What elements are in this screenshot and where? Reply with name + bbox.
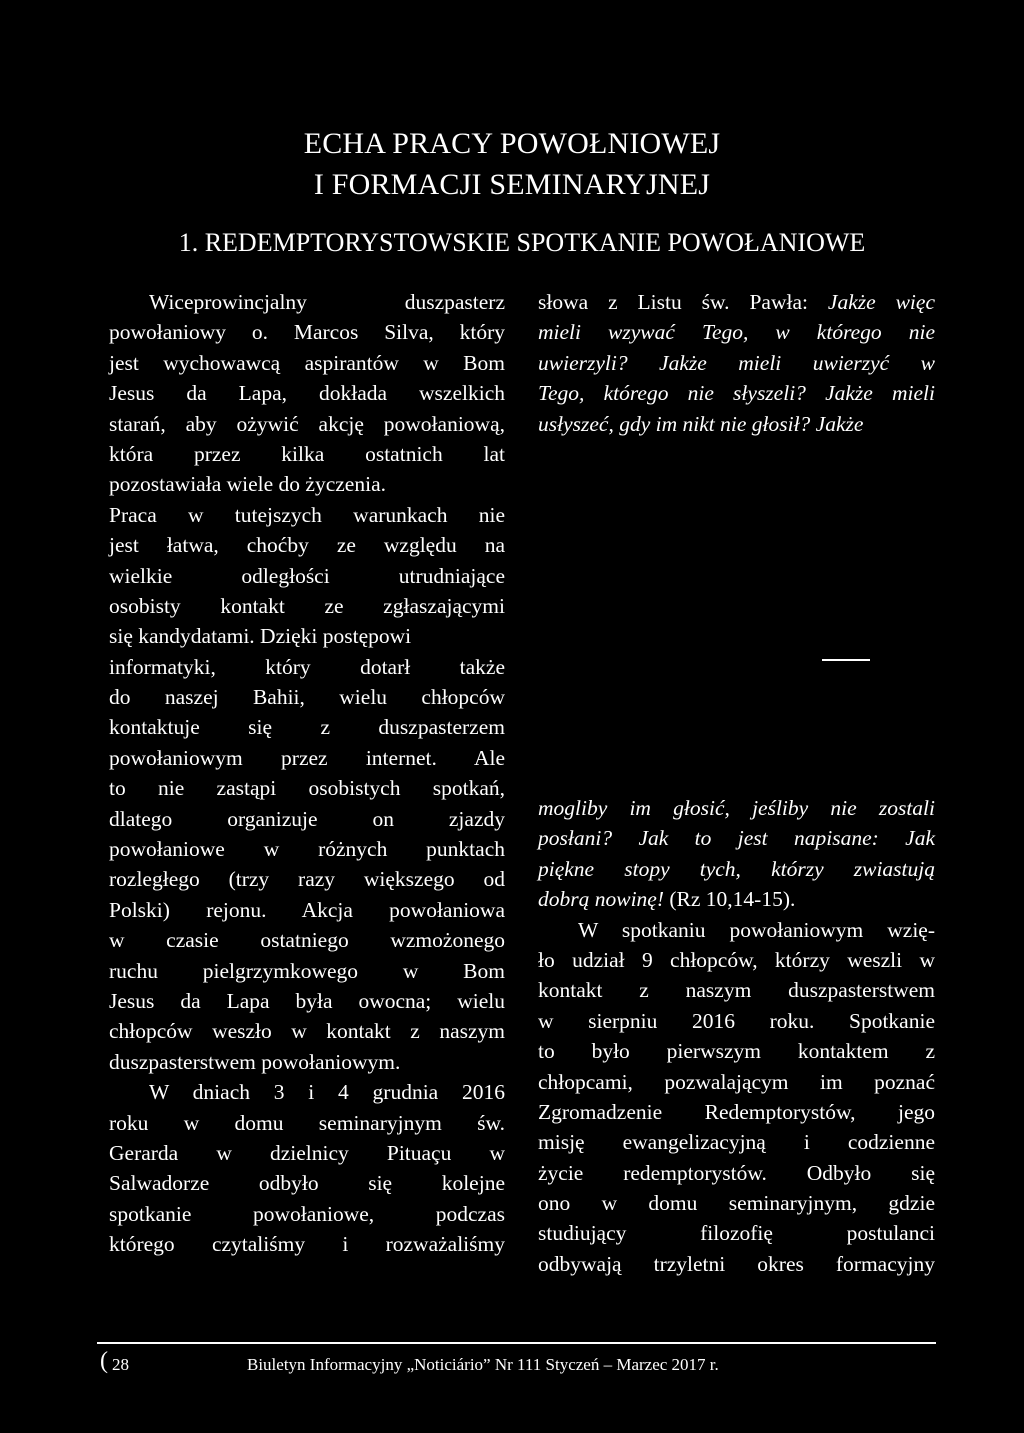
body-text: (Rz 10,14-15).	[664, 887, 796, 912]
text-line: osobisty kontakt ze zgłaszającymi	[109, 593, 505, 618]
text-line: duszpasterstwem powołaniowym.	[109, 1049, 401, 1074]
italic-text: Tego, którego nie słyszeli? Jakże mieli	[538, 381, 935, 406]
text-line	[538, 378, 935, 408]
text-line	[538, 823, 935, 853]
text-line	[538, 348, 935, 378]
section-heading: 1. REDEMPTORYSTOWSKIE SPOTKANIE POWOŁANIOWE	[178, 228, 866, 257]
text-line: powołaniowym przez internet. Ale	[109, 745, 505, 770]
text-line	[538, 975, 935, 1005]
text-line: jest wychowawcą aspirantów w Bom	[109, 350, 505, 375]
text-line: Jesus da Lapa była owocna; wielu	[109, 988, 505, 1013]
body-text: słowa z Listu św. Pawła:	[538, 290, 828, 314]
text-line: dlatego organizuje on zjazdy	[109, 806, 505, 831]
text-line: rozległego (trzy razy większego od	[109, 867, 505, 892]
text-line: Praca w tutejszych warunkach nie	[109, 502, 505, 527]
text-line: chłopców weszło w kontakt z naszym	[109, 1019, 505, 1044]
text-line: powołaniowy o. Marcos Silva, który	[109, 320, 505, 345]
text-line	[538, 915, 935, 945]
text-line: powołaniowe w różnych punktach	[109, 837, 505, 862]
short-divider-line	[822, 659, 870, 661]
text-line: która przez kilka ostatnich lat	[109, 441, 505, 466]
text-line	[538, 1218, 935, 1248]
italic-text: Jakże więc	[827, 290, 935, 314]
italic-text: mieli wzywać Tego, w którego nie	[538, 320, 935, 345]
left-text-column	[109, 287, 505, 1260]
text-line: pozostawiała wiele do życzenia.	[109, 472, 386, 497]
body-text: w sierpniu 2016 roku. Spotkanie	[538, 1008, 935, 1033]
text-line: starań, aby ożywić akcję powołaniową,	[109, 411, 505, 436]
text-line: jest łatwa, choćby ze względu na	[109, 533, 505, 558]
text-line: w czasie ostatniego wzmożonego	[109, 928, 505, 953]
text-line: Salwadorze odbyło się kolejne	[109, 1171, 505, 1196]
text-line: kontaktuje się z duszpasterzem	[109, 715, 505, 740]
italic-text: piękne stopy tych, którzy zwiastują	[538, 856, 935, 881]
body-text: życie redemptorystów. Odbyło się	[538, 1160, 935, 1185]
text-line	[538, 1158, 935, 1188]
text-line: do naszej Bahii, wielu chłopców	[109, 685, 505, 710]
right-text-column-top	[538, 287, 935, 439]
body-text: chłopcami, pozwalającym im poznać	[538, 1069, 935, 1094]
body-text: ono w domu seminaryjnym, gdzie	[538, 1191, 935, 1216]
text-line: się kandydatami. Dzięki postępowi	[109, 624, 412, 649]
footer-publication-info: Biuletyn Informacyjny „Noticiário” Nr 111 Styczeń – Marzec 2017 r.	[247, 1355, 719, 1374]
body-text: to było pierwszym kontaktem z	[538, 1039, 935, 1064]
text-line: którego czytaliśmy i rozważaliśmy	[109, 1232, 505, 1257]
page-number-bracket: (	[100, 1348, 108, 1374]
page-title-line-2: I FORMACJI SEMINARYJNEJ	[313, 168, 711, 201]
text-line	[538, 1036, 935, 1066]
text-line	[538, 1188, 935, 1218]
text-line	[538, 1006, 935, 1036]
page-number: 28	[112, 1355, 129, 1374]
text-line: Wiceprowincjalny duszpasterz	[149, 290, 505, 314]
italic-text: dobrą nowinę!	[538, 887, 665, 912]
text-line	[538, 317, 935, 347]
right-text-column-bottom	[538, 793, 935, 1279]
text-line: wielkie odległości utrudniające	[109, 563, 505, 588]
italic-text: usłyszeć, gdy im nikt nie głosił? Jakże	[538, 411, 864, 436]
text-line	[538, 854, 935, 884]
text-line: Jesus da Lapa, dokłada wszelkich	[109, 381, 505, 406]
text-line	[538, 1249, 935, 1279]
body-text: Zgromadzenie Redemptorystów, jego	[538, 1099, 935, 1124]
text-line	[538, 884, 935, 914]
text-line	[538, 1067, 935, 1097]
italic-text: posłani? Jak to jest napisane: Jak	[538, 826, 935, 851]
body-text: misję ewangelizacyjną i codzienne	[538, 1130, 935, 1155]
text-line: spotkanie powołaniowe, podczas	[109, 1201, 505, 1226]
body-text: studiujący filozofię postulanci	[538, 1221, 935, 1246]
body-text: kontakt z naszym duszpasterstwem	[538, 978, 935, 1003]
text-line	[538, 793, 935, 823]
text-line: ruchu pielgrzymkowego w Bom	[109, 958, 505, 983]
text-line: Polski) rejonu. Akcja powołaniowa	[109, 897, 505, 922]
text-line: roku w domu seminaryjnym św.	[109, 1110, 505, 1135]
body-text: odbywają trzyletni okres formacyjny	[538, 1251, 935, 1276]
text-line	[538, 945, 935, 975]
italic-text: mogliby im głosić, jeśliby nie zostali	[538, 796, 935, 820]
text-line	[538, 287, 935, 317]
italic-text: uwierzyli? Jakże mieli uwierzyć w	[538, 350, 935, 375]
text-line: to nie zastąpi osobistych spotkań,	[109, 776, 505, 801]
body-text: W spotkaniu powołaniowym wzię-	[578, 917, 935, 942]
text-line	[538, 409, 935, 439]
text-line: informatyki, który dotarł także	[109, 654, 505, 679]
page-title-line-1: ECHA PRACY POWOŁNIOWEJ	[303, 127, 721, 160]
footer-divider	[97, 1342, 936, 1344]
text-line: W dniach 3 i 4 grudnia 2016	[149, 1080, 505, 1105]
body-text: ło udział 9 chłopców, którzy weszli w	[538, 947, 935, 972]
text-line	[538, 1127, 935, 1157]
text-line: Gerarda w dzielnicy Pituaçu w	[109, 1140, 505, 1165]
text-line	[538, 1097, 935, 1127]
